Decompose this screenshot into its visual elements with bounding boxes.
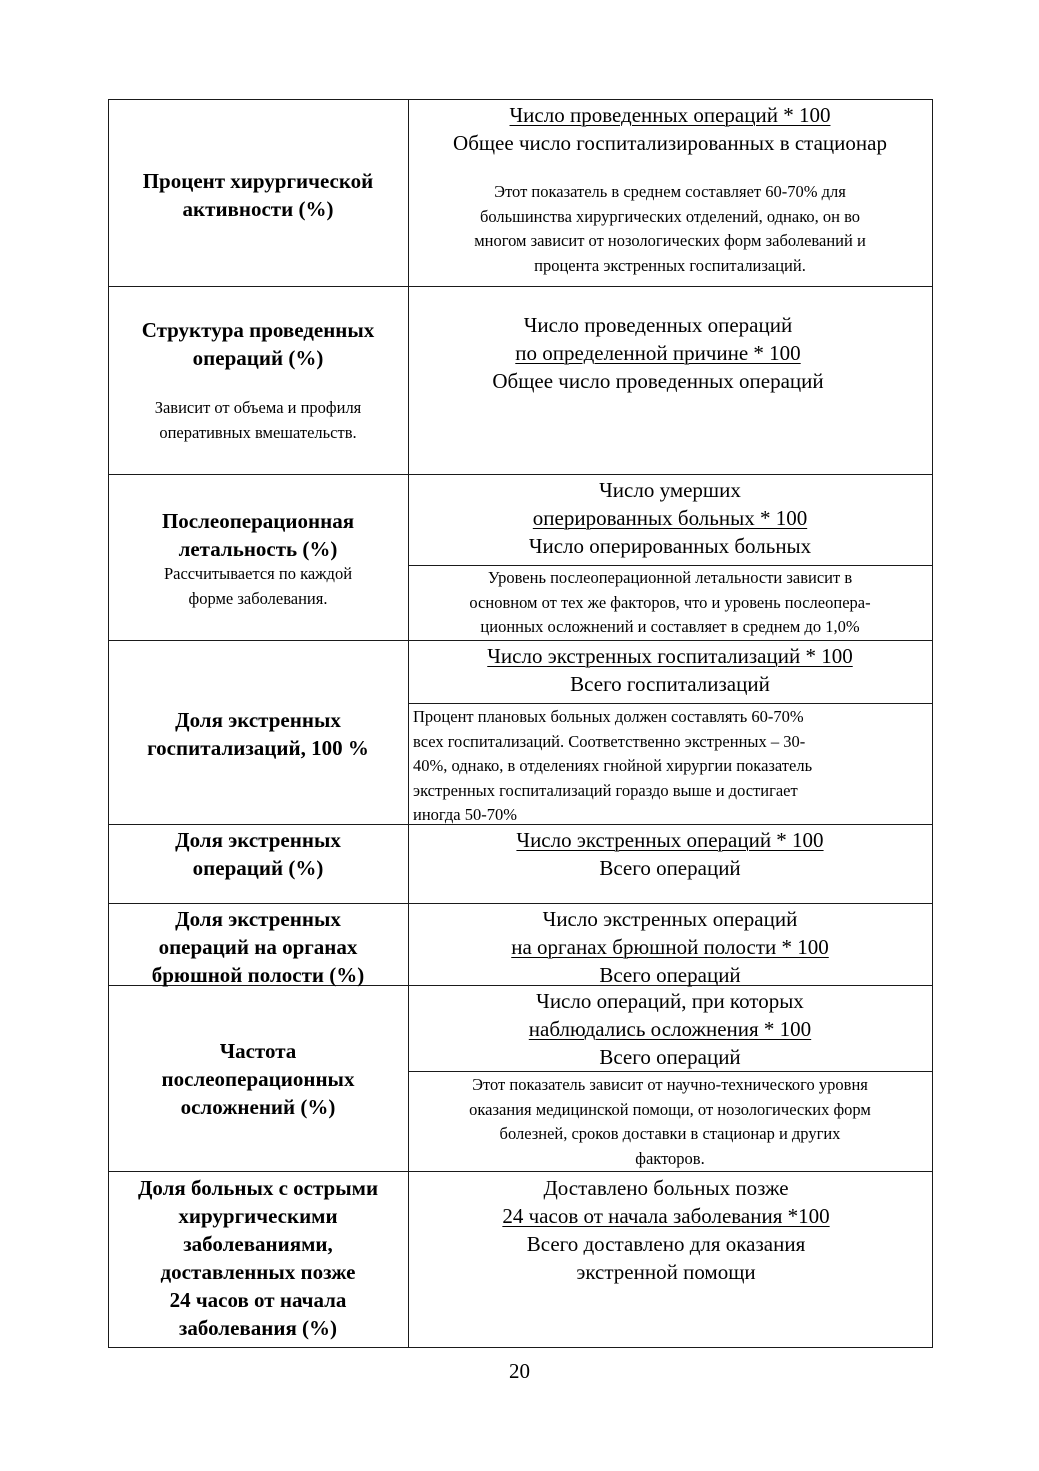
- row-1-note: Этот показатель в среднем составляет 60-70% для большинства хирургических отделений, однако, он во многом зависит от нозологических форм заболеваний и процента экстренных госпитализаций.: [474, 182, 866, 275]
- row-7-formula: Число операций, при которых наблюдались осложнения * 100 Всего операций: [528, 989, 812, 1069]
- table-left-border: [108, 99, 109, 1348]
- column-divider: [408, 99, 409, 1348]
- row-divider: [108, 640, 933, 641]
- row-4-label: Доля экстренных госпитализаций, 100 %: [147, 708, 369, 760]
- row-3-formula: Число умерших оперированных больных * 100 Число оперированных больных: [528, 478, 812, 558]
- row-3-sublabel: Рассчитывается по каждой форме заболевания.: [163, 564, 353, 608]
- page-number: 20: [509, 1359, 530, 1383]
- row-2-formula: Число проведенных операций по определенной причине * 100 Общее число проведенных операций: [492, 313, 824, 393]
- row-4-note: Процент плановых больных должен составлять 60-70% всех госпитализаций. Соответственно экстренных – 30- 40%, однако, в отделениях гнойной хирургии показатель экстренных госпитализаций гораздо выше и достигает иногда 50-70%: [413, 707, 813, 824]
- table-right-border: [932, 99, 933, 1348]
- cell-subdivider: [409, 703, 933, 704]
- row-5-label: Доля экстренных операций (%): [175, 828, 341, 880]
- row-2-sublabel: Зависит от объема и профиля оперативных вмешательств.: [154, 398, 362, 442]
- row-2-label: Структура проведенных операций (%): [141, 318, 375, 370]
- row-5-formula: Число экстренных операций * 100 Всего операций: [516, 828, 824, 880]
- row-3-label: Послеоперационная летальность (%): [161, 509, 355, 561]
- row-divider: [108, 474, 933, 475]
- row-divider: [108, 286, 933, 287]
- row-4-formula: Число экстренных госпитализаций * 100 Всего госпитализаций: [487, 644, 853, 696]
- row-8-label: Доля больных с острыми хирургическими заболеваниями, доставленных позже 24 часов от начала заболевания (%): [137, 1176, 379, 1340]
- row-divider: [108, 903, 933, 904]
- row-1-formula: Число проведенных операций * 100 Общее число госпитализированных в стационар: [453, 103, 887, 155]
- table-bottom-border: [108, 1347, 933, 1348]
- table-top-border: [108, 99, 933, 100]
- row-7-note: Этот показатель зависит от научно-технического уровня оказания медицинской помощи, от нозологических форм болезней, сроков доставки в стационар и других факторов.: [469, 1075, 871, 1168]
- row-7-label: Частота послеоперационных осложнений (%): [161, 1039, 355, 1119]
- row-1-label: Процент хирургической активности (%): [142, 169, 374, 221]
- cell-subdivider: [409, 1071, 933, 1072]
- row-6-label: Доля экстренных операций на органах брюшной полости (%): [151, 907, 365, 987]
- row-3-note: Уровень послеоперационной летальности зависит в основном от тех же факторов, что и уровень послеопера- ционных осложнений и составляет в среднем до 1,0%: [469, 568, 871, 636]
- row-divider: [108, 1171, 933, 1172]
- row-6-formula: Число экстренных операций на органах брюшной полости * 100 Всего операций: [511, 907, 829, 987]
- row-8-formula: Доставлено больных позже 24 часов от начала заболевания *100 Всего доставлено для оказания экстренной помощи: [502, 1176, 830, 1284]
